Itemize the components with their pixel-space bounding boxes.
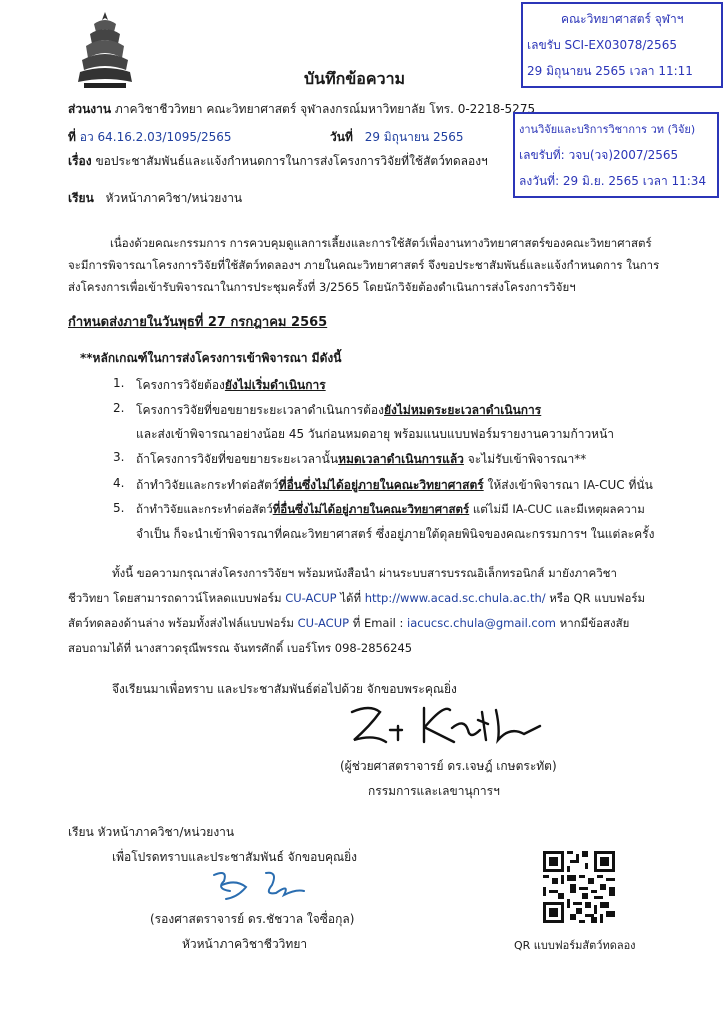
stamp-receipt-number: เลขรับ SCI-EX03078/2565 — [527, 38, 677, 52]
item-text-post: ให้ส่งเข้าพิจารณา IA-CUC ที่นั่น — [483, 478, 653, 492]
deadline-text: กำหนดส่งภายในวันพุธที่ 27 กรกฎาคม 2565 — [68, 315, 328, 330]
ref-label: ที่ — [68, 130, 76, 144]
item-text: ถ้าโครงการวิจัยที่ขอขยายระยะเวลานั้น — [136, 452, 339, 466]
stamp-org: คณะวิทยาศาสตร์ จุฬาฯ — [561, 12, 684, 26]
date-value: 29 มิถุนายน 2565 — [364, 130, 464, 144]
list-item — [136, 476, 653, 495]
submission-line-1: ทั้งนี้ ขอความกรุณาส่งโครงการวิจัยฯ พร้อมหนังสือนำ ผ่านระบบสารบรรณอิเล็กทรอนิกส์ มายังภาควิชา — [112, 566, 617, 580]
list-item — [136, 401, 541, 420]
list-item — [136, 376, 326, 395]
list-item-number: 5. — [113, 501, 125, 515]
ref-value: อว 64.16.2.03/1095/2565 — [79, 130, 232, 144]
form-name: CU-ACUP — [285, 591, 337, 605]
signer-name: (ผู้ช่วยศาสตราจารย์ ดร.เจษฎ์ เกษตระทัต) — [340, 759, 557, 773]
item-emphasis: ที่อื่นซึ่งไม่ได้อยู่ภายในคณะวิทยาศาสตร์ — [272, 502, 470, 516]
qr-code-icon[interactable] — [543, 851, 615, 923]
receipt-stamp-faculty — [521, 2, 723, 88]
text: สัตว์ทดลองด้านล่าง พร้อมทั้งส่งไฟล์แบบฟอร์ม — [68, 616, 298, 630]
text: หรือ QR แบบฟอร์ม — [545, 591, 646, 605]
signature-icon — [340, 700, 550, 752]
item-emphasis: ยังไม่หมดระยะเวลาดำเนินการ — [384, 403, 542, 417]
dept-head-signature-icon — [206, 865, 316, 905]
item-text-post: จะไม่รับเข้าพิจารณา** — [463, 452, 587, 466]
receipt-stamp-research — [513, 112, 719, 198]
date-label: วันที่ — [330, 130, 353, 144]
item-emphasis: หมดเวลาดำเนินการแล้ว — [338, 452, 464, 466]
intro-paragraph: เนื่องด้วยคณะกรรมการ การควบคุมดูแลการเลี้ยงและการใช้สัตว์เพื่องานทางวิทยาศาสตร์ของคณะวิทยาศาสตร์ จะมีการพิจารณาโครงการวิจัยที่ใช้สัตว์ทดลองฯ ภายในคณะวิทยาศาสตร์ จึงขอประชาสัมพันธ์และแจ้งกำหนดการ ในการส่งโครงการเพื่อเข้ารับพิจารณาในการประชุมครั้งที่ 3/2565 โดยนักวิจัยต้องดำเนินการส่งโครงการวิจัยฯ — [68, 236, 660, 294]
stamp-datetime: 29 มิถุนายน 2565 เวลา 11:11 — [527, 64, 693, 78]
item-text-post: แต่ไม่มี IA-CUC และมีเหตุผลความ — [469, 502, 645, 516]
item-text: ถ้าทำวิจัยและกระทำต่อสัตว์ — [136, 502, 273, 516]
list-item-number: 1. — [113, 376, 125, 390]
stamp-org: งานวิจัยและบริการวิชาการ วท (วิจัย) — [519, 123, 696, 136]
dept-head-name: (รองศาสตราจารย์ ดร.ชัชวาล ใจซื่อกุล) — [150, 912, 355, 926]
to-value: หัวหน้าภาควิชา/หน่วยงาน — [105, 191, 243, 205]
dept-value: ภาควิชาชีววิทยา คณะวิทยาศาสตร์ จุฬาลงกรณ์มหาวิทยาลัย โทร. 0-2218-5275 — [114, 102, 536, 116]
dept-label: ส่วนงาน — [68, 102, 112, 116]
list-item-number: 4. — [113, 476, 125, 490]
stamp-receipt-number: เลขรับที่: วจบ(วจ)2007/2565 — [519, 148, 679, 162]
signer-position: กรรมการและเลขานุการฯ — [368, 784, 500, 798]
dept-head-position: หัวหน้าภาควิชาชีววิทยา — [182, 937, 308, 951]
criteria-title: **หลักเกณฑ์ในการส่งโครงการเข้าพิจารณา มีดังนี้ — [80, 351, 342, 365]
list-item — [136, 450, 586, 469]
item-text: ถ้าทำวิจัยและกระทำต่อสัตว์ — [136, 478, 279, 492]
stamp-datetime: ลงวันที่: 29 มิ.ย. 2565 เวลา 11:34 — [519, 174, 707, 188]
list-item-continuation: จำเป็น ก็จะนำเข้าพิจารณาที่คณะวิทยาศาสตร์ ซึ่งอยู่ภายใต้ดุลยพินิจของคณะกรรมการฯ ในแต่ละครั้ง — [136, 527, 655, 541]
email-link[interactable]: iacucsc.chula@gmail.com — [407, 616, 556, 630]
list-item-number: 3. — [113, 450, 125, 464]
subject-label: เรื่อง — [68, 154, 92, 168]
item-emphasis: ยังไม่เริ่มดำเนินการ — [224, 378, 326, 392]
item-text: โครงการวิจัยที่ขอขยายระยะเวลาดำเนินการต้อง — [136, 403, 384, 417]
text: หากมีข้อสงสัย — [555, 616, 630, 630]
item-text: โครงการวิจัยต้อง — [136, 378, 225, 392]
text: ได้ที่ — [336, 591, 365, 605]
submission-line-3 — [68, 615, 629, 633]
routing-note: เพื่อโปรดทราบและประชาสัมพันธ์ จักขอบคุณยิ่ง — [112, 850, 358, 864]
subject-value: ขอประชาสัมพันธ์และแจ้งกำหนดการในการส่งโครงการวิจัยที่ใช้สัตว์ทดลองฯ — [95, 154, 488, 168]
list-item-number: 2. — [113, 401, 125, 415]
submission-line-2 — [68, 590, 645, 608]
routing-to: เรียน หัวหน้าภาควิชา/หน่วยงาน — [68, 825, 235, 839]
item-emphasis: ที่อื่นซึ่งไม่ได้อยู่ภายในคณะวิทยาศาสตร์ — [278, 478, 484, 492]
page-title: บันทึกข้อความ — [304, 69, 406, 88]
text: ที่ Email : — [349, 616, 408, 630]
list-item-continuation: และส่งเข้าพิจารณาอย่างน้อย 45 วันก่อนหมดอายุ พร้อมแนบแบบฟอร์มรายงานความก้าวหน้า — [136, 427, 615, 441]
list-item — [136, 501, 645, 519]
download-link[interactable]: http://www.acad.sc.chula.ac.th/ — [364, 591, 546, 605]
contact-line: สอบถามได้ที่ นางสาวดรุณีพรรณ จันทรศักดิ์ เบอร์โทร 098-2856245 — [68, 641, 413, 655]
closing-line: จึงเรียนมาเพื่อทราบ และประชาสัมพันธ์ต่อไปด้วย จักขอบพระคุณยิ่ง — [112, 682, 457, 696]
text: ชีววิทยา โดยสามารถดาวน์โหลดแบบฟอร์ม — [68, 591, 286, 605]
to-label: เรียน — [68, 191, 94, 205]
form-name: CU-ACUP — [297, 616, 350, 630]
qr-caption: QR แบบฟอร์มสัตว์ทดลอง — [514, 939, 636, 952]
university-emblem-icon — [74, 10, 136, 90]
